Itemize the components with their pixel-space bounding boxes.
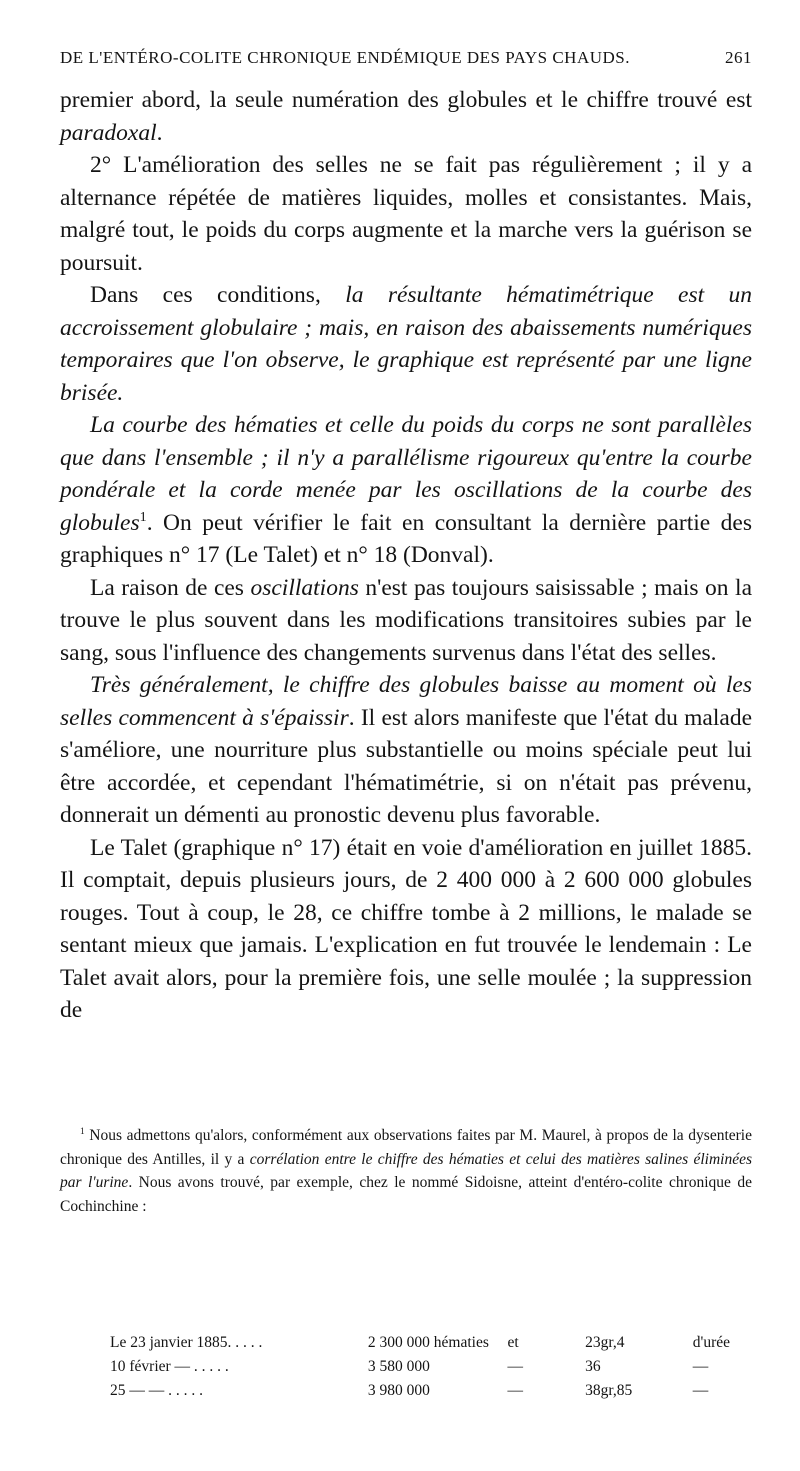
- page-number: 261: [725, 48, 752, 67]
- paragraph: [60, 669, 752, 832]
- table-cell-unit: —: [692, 1382, 709, 1399]
- text-segment: n'est pas toujours saisissable ; mais on la trouve le plus souvent dans les modifications transitoires subies par le sang, sous l'influence des changements survenus dans l'état des selles.: [60, 574, 752, 666]
- table-cell-urea: 36: [585, 1358, 601, 1375]
- table-cell-date: 10 février — . . . . .: [110, 1358, 229, 1375]
- footnote-number: 1: [80, 1126, 85, 1137]
- text-segment: . Nous avons trouvé, par exemple, chez le nommé Sidoisne, atteint d'entéro-colite chronique de Cochinchine :: [60, 1174, 752, 1215]
- paragraph: [60, 572, 752, 670]
- table-cell-conj: et: [507, 1334, 519, 1351]
- text-segment: paradoxal: [60, 119, 157, 146]
- table-cell-conj: —: [507, 1382, 524, 1399]
- table-cell-count: 3 980 000: [367, 1382, 430, 1399]
- table-cell-urea: 23gr,4: [585, 1334, 625, 1351]
- table-cell-unit: d'urée: [692, 1334, 730, 1351]
- running-head: [60, 48, 752, 74]
- text-segment: La raison de ces: [90, 574, 251, 601]
- paragraph: [60, 409, 752, 572]
- table-cell-urea: 38gr,85: [585, 1382, 633, 1399]
- text-segment: 2° L'amélioration des selles ne se fait pas régulièrement ; il y a alternance répétée de matières liquides, molles et consistantes. Mais, malgré tout, le poids du corps augmente et la marche vers la guérison se poursuit.: [60, 152, 752, 276]
- table-cell-count: 2 300 000 hématies: [367, 1334, 489, 1351]
- footnote-paragraph: [60, 1124, 752, 1218]
- paragraph: [60, 149, 752, 279]
- table-cell-unit: —: [692, 1358, 709, 1375]
- text-segment: Très généralement, le chiffre des globules baisse au moment où les selles commencent à s'épaissir: [60, 672, 752, 731]
- table-cell-date: Le 23 janvier 1885. . . . .: [110, 1334, 263, 1351]
- table-cell-count: 3 580 000: [367, 1358, 430, 1375]
- table-row: [110, 1379, 730, 1403]
- text-segment: Le Talet (graphique n° 17) était en voie d'amélioration en juillet 1885. Il comptait, depuis plusieurs jours, de 2 400 000 à 2 600 000 globules rouges. Tout à coup, le 28, ce chiffre tombe à 2 millions, le malade se sentant mieux que jamais. L'explication en fut trouvée le lendemain : Le Talet avait alors, pour la première fois, une selle moulée ; la suppression de: [60, 834, 752, 1023]
- text-segment: premier abord, la seule numération des globules et le chiffre trouvé est: [60, 87, 752, 113]
- text-segment: corrélation entre le chiffre des hématies et celui des matières salines éliminées par l'urine: [60, 1150, 753, 1191]
- text-segment: Nous admettons qu'alors, conformément aux observations faites par M. Maurel, à propos de la dysenterie chronique des Antilles, il y a: [60, 1127, 752, 1168]
- text-segment: oscillations: [250, 574, 359, 601]
- table-cell-conj: —: [507, 1358, 524, 1375]
- footnote-table: [110, 1331, 730, 1403]
- table-row: [110, 1331, 730, 1355]
- text-segment: Dans ces conditions,: [90, 282, 346, 308]
- paragraph: [60, 832, 752, 1027]
- text-segment: . On peut vérifier le fait en consultant la dernière partie des graphiques n° 17 (Le Talet) et n° 18 (Donval).: [60, 509, 752, 568]
- paragraph: [60, 84, 752, 149]
- running-head-title: DE L'ENTÉRO-COLITE CHRONIQUE ENDÉMIQUE DES PAYS CHAUDS.: [60, 48, 630, 67]
- text-segment: la résultante hématimétrique est un accroissement globulaire ; mais, en raison des abaissements numériques temporaires que l'on observe, le graphique est représenté par une ligne brisée.: [60, 282, 753, 406]
- text-segment: .: [156, 119, 163, 146]
- paragraph: [60, 279, 752, 409]
- text-segment: La courbe des hématies et celle du poids du corps ne sont parallèles que dans l'ensemble ; il n'y a parallélisme rigoureux qu'entre la courbe pondérale et la corde menée par les oscillations de la courbe des globules: [60, 412, 752, 536]
- table-cell-date: 25 — — . . . . .: [110, 1382, 203, 1399]
- footnote: [60, 1124, 752, 1218]
- footnote-marker: 1: [139, 508, 147, 525]
- text-segment: . Il est alors manifeste que l'état du malade s'améliore, une nourriture plus substantielle ou moins spéciale peut lui être accordée, et cependant l'hématimétrie, si on n'était pas prévenu, donnerait un démenti au pronostic devenu plus favorable.: [60, 704, 753, 828]
- table-row: [110, 1355, 730, 1379]
- body-text: [60, 84, 752, 1027]
